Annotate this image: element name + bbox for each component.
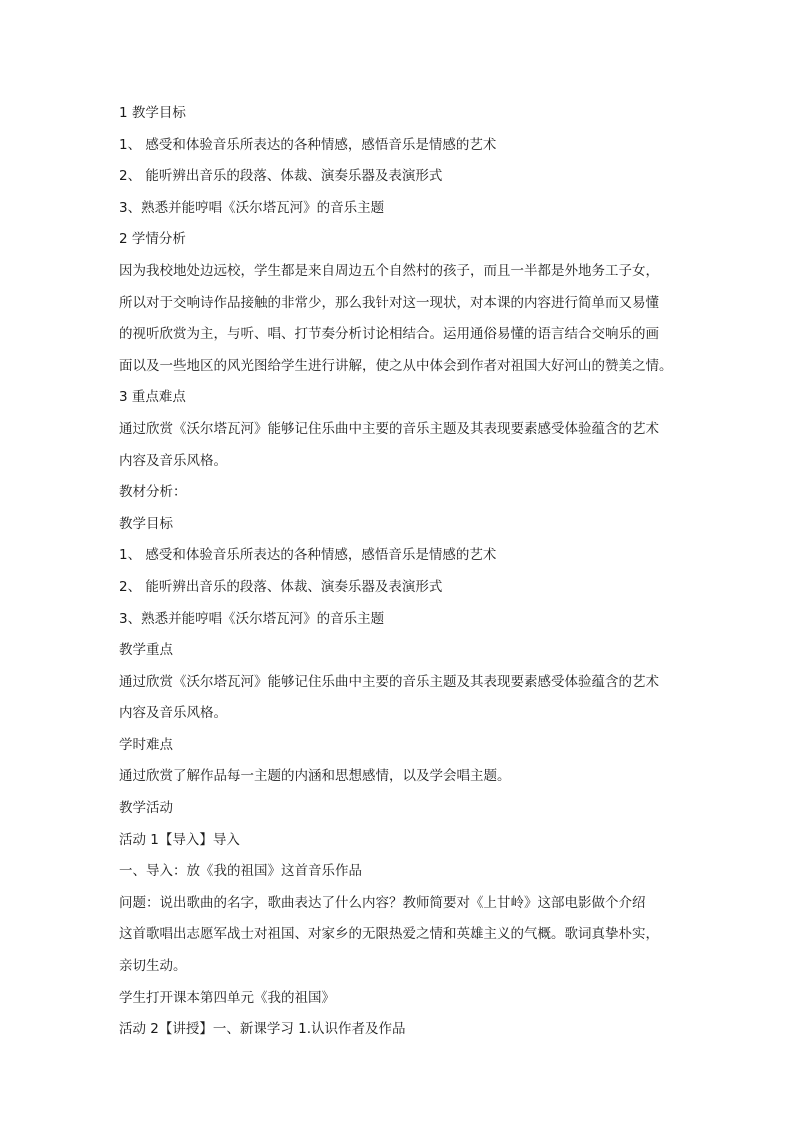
goal-item-3: 3、熟悉并能哼唱《沃尔塔瓦河》的音乐主题 <box>119 199 385 216</box>
activity-1-question: 问题：说出歌曲的名字，歌曲表达了什么内容？教师简要对《上甘岭》这部电影做个介绍 <box>119 894 646 911</box>
goal-item-1: 1、 感受和体验音乐所表达的各种情感，感悟音乐是情感的艺术 <box>119 136 497 153</box>
activity-1-description-1: 这首歌唱出志愿军战士对祖国、对家乡的无限热爱之情和英雄主义的气概。歌词真挚朴实， <box>119 926 659 943</box>
goal-item-2-repeat: 2、 能听辨出音乐的段落、体裁、演奏乐器及表演形式 <box>119 578 443 595</box>
focus-line-2: 内容及音乐风格。 <box>119 705 227 722</box>
heading-teaching-activities: 教学活动 <box>119 800 173 817</box>
activity-1-description-2: 亲切生动。 <box>119 958 187 975</box>
heading-key-points: 3 重点难点 <box>119 389 186 406</box>
goal-item-2: 2、 能听辨出音乐的段落、体裁、演奏乐器及表演形式 <box>119 168 443 185</box>
activity-1-title: 活动 1【导入】导入 <box>119 831 240 848</box>
analysis-line-4: 面以及一些地区的风光图给学生进行讲解，使之从中体会到作者对祖国大好河山的赞美之情。 <box>119 357 673 374</box>
heading-teaching-goals: 1 教学目标 <box>119 105 186 121</box>
goal-item-3-repeat: 3、熟悉并能哼唱《沃尔塔瓦河》的音乐主题 <box>119 610 385 627</box>
analysis-line-2: 所以对于交响诗作品接触的非常少，那么我针对这一现状，对本课的内容进行简单而又易懂 <box>119 294 659 311</box>
activity-1-textbook: 学生打开课本第四单元《我的祖国》 <box>119 989 335 1006</box>
focus-line-1: 通过欣赏《沃尔塔瓦河》能够记住乐曲中主要的音乐主题及其表现要素感受体验蕴含的艺术 <box>119 673 659 690</box>
heading-material-analysis: 教材分析： <box>119 484 187 501</box>
activity-1-intro: 一、导入：放《我的祖国》这首音乐作品 <box>119 863 362 880</box>
activity-2-title: 活动 2【讲授】一、新课学习 1.认识作者及作品 <box>119 1021 406 1038</box>
heading-teaching-focus: 教学重点 <box>119 642 173 659</box>
key-points-line-2: 内容及音乐风格。 <box>119 452 227 469</box>
goal-item-1-repeat: 1、 感受和体验音乐所表达的各种情感，感悟音乐是情感的艺术 <box>119 547 497 564</box>
heading-teaching-goals-2: 教学目标 <box>119 515 173 532</box>
analysis-line-3: 的视听欣赏为主，与听、唱、打节奏分析讨论相结合。运用通俗易懂的语言结合交响乐的画 <box>119 326 659 343</box>
heading-difficulties: 学时难点 <box>119 736 173 753</box>
key-points-line-1: 通过欣赏《沃尔塔瓦河》能够记住乐曲中主要的音乐主题及其表现要素感受体验蕴含的艺术 <box>119 420 659 437</box>
document-body <box>119 100 699 1048</box>
analysis-line-1: 因为我校地处边远校，学生都是来自周边五个自然村的孩子，而且一半都是外地务工子女， <box>119 262 659 279</box>
difficulties-line: 通过欣赏了解作品每一主题的内涵和思想感情，以及学会唱主题。 <box>119 768 511 785</box>
heading-student-analysis: 2 学情分析 <box>119 231 186 248</box>
